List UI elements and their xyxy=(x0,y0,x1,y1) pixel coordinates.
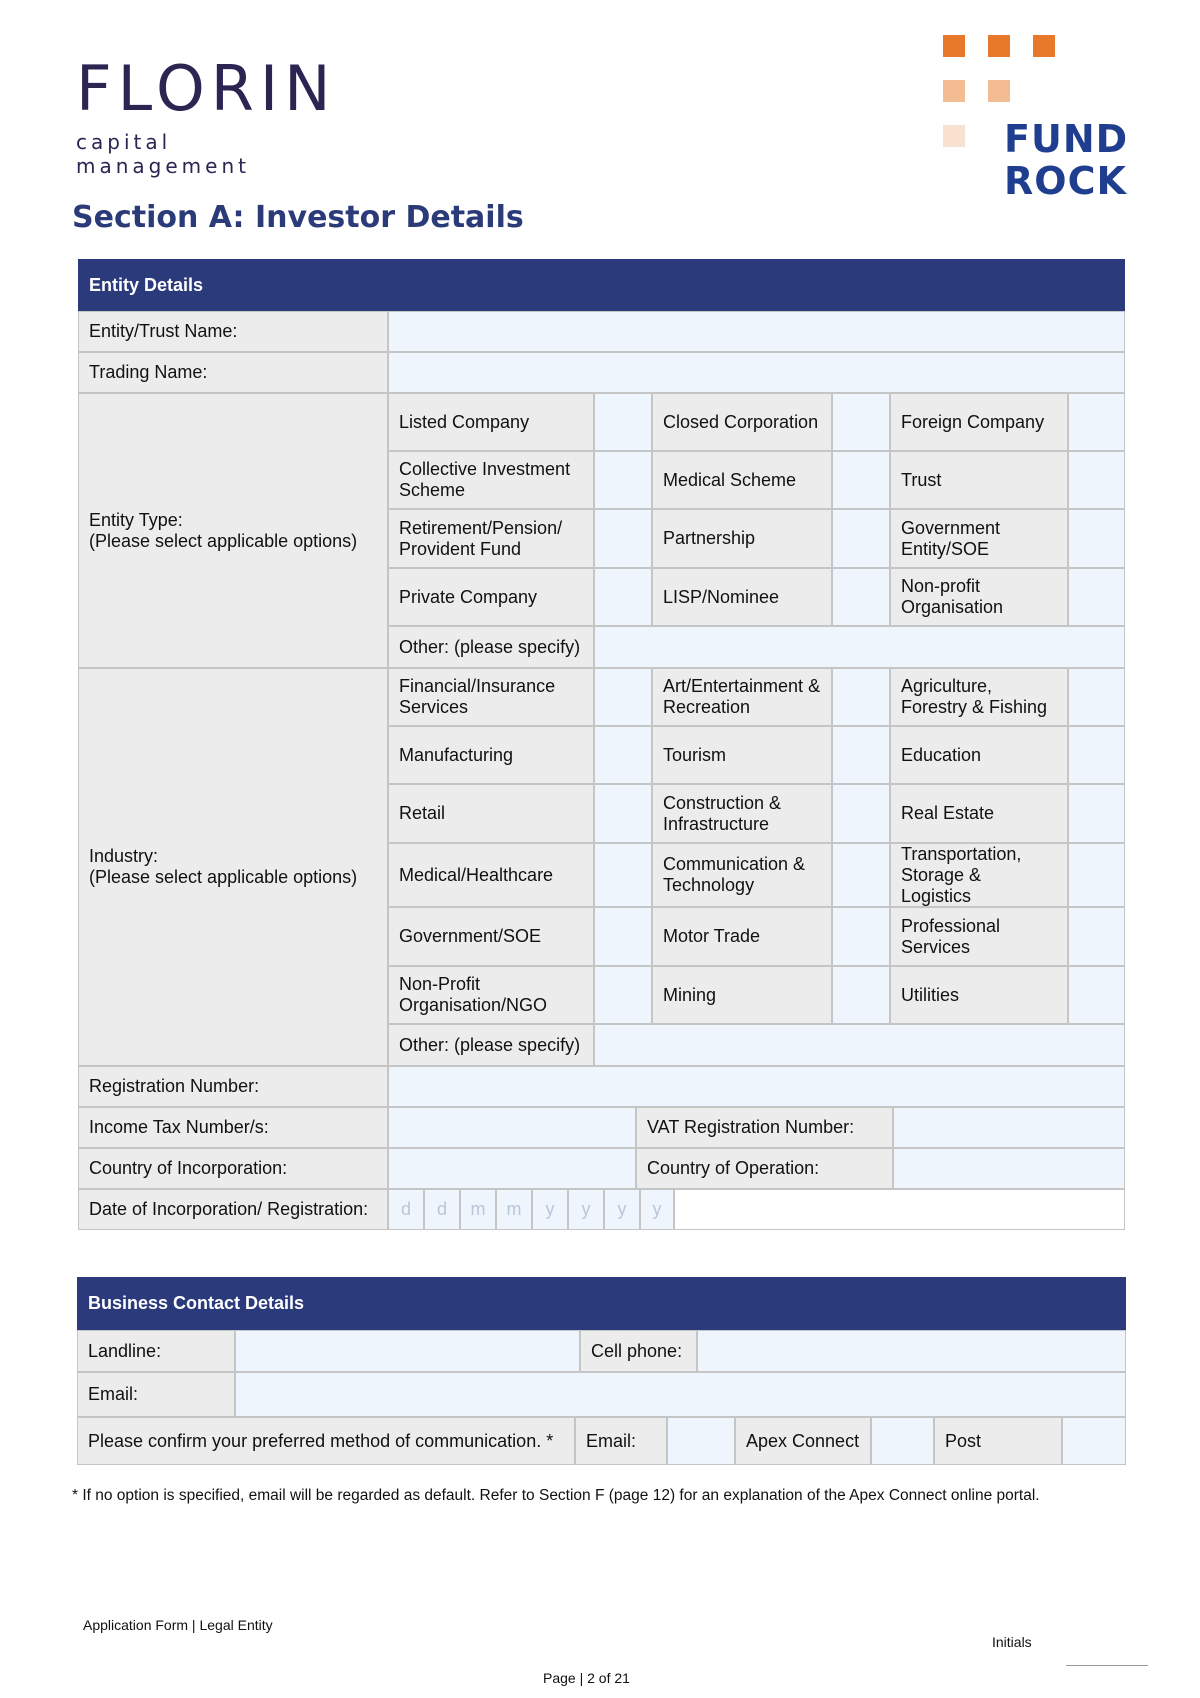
industry-option-label: Tourism xyxy=(652,726,832,784)
industry-label: Industry: (Please select applicable options) xyxy=(78,668,388,1066)
entity-type-option-checkbox[interactable] xyxy=(1068,451,1125,509)
industry-option-label: Financial/Insurance Services xyxy=(388,668,594,726)
industry-option-label: Transportation, Storage & Logistics xyxy=(890,843,1068,907)
industry-option-label: Medical/Healthcare xyxy=(388,843,594,907)
industry-option-checkbox[interactable] xyxy=(832,668,890,726)
entity-type-option-label: Non-profit Organisation xyxy=(890,568,1068,626)
date-digit-cell[interactable]: d xyxy=(424,1189,460,1230)
entity-type-option-label: Closed Corporation xyxy=(652,393,832,451)
logo-square xyxy=(988,35,1010,57)
industry-option-label: Real Estate xyxy=(890,784,1068,843)
comm-post-label: Post xyxy=(934,1417,1062,1465)
initials-line xyxy=(1066,1665,1148,1666)
logo-square xyxy=(1033,35,1055,57)
entity-type-option-label: Foreign Company xyxy=(890,393,1068,451)
entity-type-option-label: Retirement/Pension/ Provident Fund xyxy=(388,509,594,568)
florin-name: FLORIN xyxy=(76,52,337,125)
entity-type-other-input[interactable] xyxy=(594,626,1125,668)
entity-type-option-label: Trust xyxy=(890,451,1068,509)
entity-type-option-checkbox[interactable] xyxy=(1068,568,1125,626)
entity-trust-name-input[interactable] xyxy=(388,311,1125,352)
entity-type-option-label: Partnership xyxy=(652,509,832,568)
registration-number-input[interactable] xyxy=(388,1066,1125,1107)
entity-trust-name-label: Entity/Trust Name: xyxy=(78,311,388,352)
industry-option-label: Professional Services xyxy=(890,907,1068,966)
industry-other-input[interactable] xyxy=(594,1024,1125,1066)
fundrock-line2: ROCK xyxy=(1004,159,1127,203)
entity-type-option-checkbox[interactable] xyxy=(1068,393,1125,451)
industry-option-checkbox[interactable] xyxy=(832,907,890,966)
vat-input[interactable] xyxy=(893,1107,1125,1148)
entity-type-option-checkbox[interactable] xyxy=(832,393,890,451)
footer-page-number: Page | 2 of 21 xyxy=(543,1670,630,1686)
entity-type-other-label: Other: (please specify) xyxy=(388,626,594,668)
date-digit-cell[interactable]: m xyxy=(496,1189,532,1230)
business-contact-header: Business Contact Details xyxy=(77,1277,1126,1330)
trading-name-input[interactable] xyxy=(388,352,1125,393)
industry-option-label: Retail xyxy=(388,784,594,843)
footer-form-name: Application Form | Legal Entity xyxy=(83,1617,273,1633)
entity-type-option-label: Collective Investment Scheme xyxy=(388,451,594,509)
comm-email-label: Email: xyxy=(575,1417,667,1465)
industry-option-checkbox[interactable] xyxy=(1068,784,1125,843)
industry-option-checkbox[interactable] xyxy=(832,966,890,1024)
industry-option-label: Manufacturing xyxy=(388,726,594,784)
income-tax-input[interactable] xyxy=(388,1107,636,1148)
industry-option-label: Utilities xyxy=(890,966,1068,1024)
country-operation-input[interactable] xyxy=(893,1148,1125,1189)
section-title: Section A: Investor Details xyxy=(72,200,524,235)
industry-option-label: Agriculture, Forestry & Fishing xyxy=(890,668,1068,726)
entity-type-option-checkbox[interactable] xyxy=(594,509,652,568)
industry-option-label: Government/SOE xyxy=(388,907,594,966)
landline-input[interactable] xyxy=(235,1330,580,1372)
comm-post-checkbox[interactable] xyxy=(1062,1417,1126,1465)
date-digit-cell[interactable]: y xyxy=(604,1189,640,1230)
logo-square xyxy=(988,80,1010,102)
industry-option-checkbox[interactable] xyxy=(1068,907,1125,966)
email-input[interactable] xyxy=(235,1372,1126,1417)
industry-other-label: Other: (please specify) xyxy=(388,1024,594,1066)
industry-option-label: Mining xyxy=(652,966,832,1024)
industry-option-label: Education xyxy=(890,726,1068,784)
entity-type-option-label: Government Entity/SOE xyxy=(890,509,1068,568)
comm-apex-label: Apex Connect xyxy=(735,1417,871,1465)
entity-type-option-label: LISP/Nominee xyxy=(652,568,832,626)
industry-option-label: Motor Trade xyxy=(652,907,832,966)
industry-option-checkbox[interactable] xyxy=(594,784,652,843)
industry-option-checkbox[interactable] xyxy=(832,843,890,907)
industry-option-checkbox[interactable] xyxy=(1068,966,1125,1024)
country-operation-label: Country of Operation: xyxy=(636,1148,893,1189)
date-incorporation-label: Date of Incorporation/ Registration: xyxy=(78,1189,388,1230)
email-label: Email: xyxy=(77,1372,235,1417)
industry-option-checkbox[interactable] xyxy=(832,784,890,843)
cell-phone-label: Cell phone: xyxy=(580,1330,697,1372)
income-tax-label: Income Tax Number/s: xyxy=(78,1107,388,1148)
florin-logo xyxy=(76,52,337,178)
logo-square xyxy=(943,80,965,102)
country-incorporation-label: Country of Incorporation: xyxy=(78,1148,388,1189)
comm-apex-checkbox[interactable] xyxy=(871,1417,934,1465)
registration-number-label: Registration Number: xyxy=(78,1066,388,1107)
industry-option-checkbox[interactable] xyxy=(1068,843,1125,907)
fundrock-logo-text xyxy=(1004,118,1128,202)
country-incorporation-input[interactable] xyxy=(388,1148,636,1189)
entity-type-option-checkbox[interactable] xyxy=(594,568,652,626)
fundrock-line1: FUND xyxy=(1004,117,1129,161)
footer-initials: Initials xyxy=(992,1634,1032,1650)
entity-type-option-label: Private Company xyxy=(388,568,594,626)
entity-type-option-label: Medical Scheme xyxy=(652,451,832,509)
date-digit-cell[interactable]: y xyxy=(532,1189,568,1230)
industry-option-checkbox[interactable] xyxy=(832,726,890,784)
entity-type-option-checkbox[interactable] xyxy=(832,509,890,568)
entity-type-option-checkbox[interactable] xyxy=(1068,509,1125,568)
date-digit-cell[interactable]: y xyxy=(640,1189,674,1230)
date-digit-cell[interactable]: y xyxy=(568,1189,604,1230)
trading-name-label: Trading Name: xyxy=(78,352,388,393)
industry-option-checkbox[interactable] xyxy=(594,843,652,907)
industry-option-checkbox[interactable] xyxy=(594,966,652,1024)
entity-type-option-label: Listed Company xyxy=(388,393,594,451)
industry-option-checkbox[interactable] xyxy=(1068,726,1125,784)
preferred-communication-label: Please confirm your preferred method of communication. * xyxy=(77,1417,575,1465)
logo-square xyxy=(943,125,965,147)
date-remainder xyxy=(674,1189,1125,1230)
date-digit-cell[interactable]: d xyxy=(388,1189,424,1230)
landline-label: Landline: xyxy=(77,1330,235,1372)
industry-option-checkbox[interactable] xyxy=(594,726,652,784)
footnote: * If no option is specified, email will be regarded as default. Refer to Section F (page 12) for an explanation of the Apex Connect online portal. xyxy=(72,1487,1040,1504)
logo-square xyxy=(943,35,965,57)
entity-type-option-checkbox[interactable] xyxy=(832,451,890,509)
date-digit-cell[interactable]: m xyxy=(460,1189,496,1230)
vat-label: VAT Registration Number: xyxy=(636,1107,893,1148)
entity-details-header: Entity Details xyxy=(78,259,1125,311)
florin-tagline: capital management xyxy=(76,130,250,178)
industry-option-checkbox[interactable] xyxy=(594,668,652,726)
industry-option-label: Communication & Technology xyxy=(652,843,832,907)
entity-type-label: Entity Type: (Please select applicable options) xyxy=(78,393,388,668)
entity-type-option-checkbox[interactable] xyxy=(594,451,652,509)
cell-phone-input[interactable] xyxy=(697,1330,1126,1372)
industry-option-label: Non-Profit Organisation/NGO xyxy=(388,966,594,1024)
entity-type-option-checkbox[interactable] xyxy=(832,568,890,626)
industry-option-checkbox[interactable] xyxy=(1068,668,1125,726)
comm-email-checkbox[interactable] xyxy=(667,1417,735,1465)
industry-option-checkbox[interactable] xyxy=(594,907,652,966)
entity-type-option-checkbox[interactable] xyxy=(594,393,652,451)
industry-option-label: Construction & Infrastructure xyxy=(652,784,832,843)
industry-option-label: Art/Entertainment & Recreation xyxy=(652,668,832,726)
